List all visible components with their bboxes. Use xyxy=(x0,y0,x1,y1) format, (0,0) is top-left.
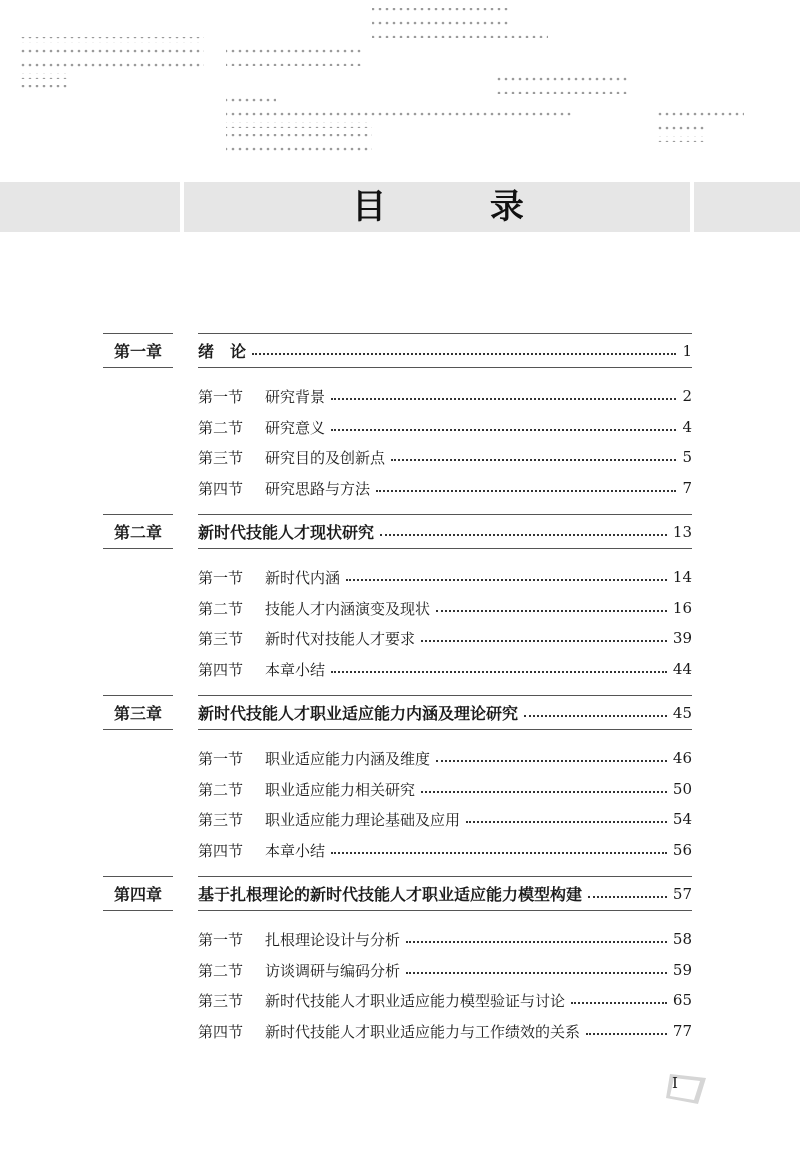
section-number: 第三节 xyxy=(198,448,244,467)
section-page-number: 56 xyxy=(672,841,692,859)
dot-leader xyxy=(436,610,667,612)
page-number: I xyxy=(672,1074,678,1092)
chapter-label: 第三章 xyxy=(103,695,173,730)
section-number: 第四节 xyxy=(198,1022,244,1041)
section-number: 第四节 xyxy=(198,479,244,498)
section-page-number: 16 xyxy=(672,599,692,617)
section-entry[interactable] xyxy=(198,1019,692,1043)
section-title: 访谈调研与编码分析 xyxy=(265,961,401,980)
section-entry[interactable] xyxy=(198,838,692,862)
section-page-number: 59 xyxy=(672,961,692,979)
section-page-number: 77 xyxy=(672,1022,692,1040)
section-title: 研究目的及创新点 xyxy=(265,448,386,467)
chapter-title: 基于扎根理论的新时代技能人才职业适应能力模型构建 xyxy=(198,885,583,904)
section-page-number: 58 xyxy=(672,930,692,948)
section-entry[interactable] xyxy=(198,807,692,831)
section-title: 新时代对技能人才要求 xyxy=(265,629,416,648)
section-title: 职业适应能力内涵及维度 xyxy=(265,749,431,768)
chapter-title: 新时代技能人才现状研究 xyxy=(198,523,375,542)
chapter-page-number: 1 xyxy=(682,341,692,360)
chapter-label: 第一章 xyxy=(103,333,173,368)
section-title: 技能人才内涵演变及现状 xyxy=(265,599,431,618)
dot-leader xyxy=(331,671,667,673)
section-number: 第四节 xyxy=(198,660,244,679)
chapter-title: 绪 论 xyxy=(198,342,247,361)
section-number: 第一节 xyxy=(198,749,244,768)
dot-leader xyxy=(331,398,676,400)
section-entry[interactable] xyxy=(198,384,692,408)
section-entry[interactable] xyxy=(198,927,692,951)
chapter-entry[interactable] xyxy=(198,333,692,368)
chapter-page-number: 13 xyxy=(672,522,692,541)
section-number: 第三节 xyxy=(198,810,244,829)
section-page-number: 50 xyxy=(672,780,692,798)
dot-leader xyxy=(376,490,676,492)
section-number: 第二节 xyxy=(198,418,244,437)
page-title: 目 录 xyxy=(352,187,570,227)
section-title: 研究意义 xyxy=(265,418,326,437)
page-number-badge xyxy=(664,1072,708,1106)
dot-leader xyxy=(466,821,667,823)
dot-leader xyxy=(380,534,667,536)
dot-leader xyxy=(524,715,667,717)
section-page-number: 54 xyxy=(672,810,692,828)
dot-leader xyxy=(406,941,667,943)
chapter-entry[interactable] xyxy=(198,514,692,549)
section-page-number: 4 xyxy=(682,418,692,436)
dot-leader xyxy=(391,459,676,461)
section-entry[interactable] xyxy=(198,476,692,500)
section-number: 第三节 xyxy=(198,991,244,1010)
section-title: 新时代技能人才职业适应能力与工作绩效的关系 xyxy=(265,1022,581,1041)
section-entry[interactable] xyxy=(198,988,692,1012)
section-page-number: 65 xyxy=(672,991,692,1009)
section-number: 第一节 xyxy=(198,387,244,406)
section-page-number: 5 xyxy=(682,448,692,466)
section-entry[interactable] xyxy=(198,657,692,681)
chapter-entry[interactable] xyxy=(198,876,692,911)
dot-leader xyxy=(436,760,667,762)
section-page-number: 39 xyxy=(672,629,692,647)
section-entry[interactable] xyxy=(198,596,692,620)
section-entry[interactable] xyxy=(198,626,692,650)
section-number: 第四节 xyxy=(198,841,244,860)
section-title: 新时代内涵 xyxy=(265,568,341,587)
dot-leader xyxy=(421,640,667,642)
chapter-entry[interactable] xyxy=(198,695,692,730)
section-title: 扎根理论设计与分析 xyxy=(265,930,401,949)
section-number: 第二节 xyxy=(198,961,244,980)
section-number: 第二节 xyxy=(198,780,244,799)
section-page-number: 2 xyxy=(682,387,692,405)
dot-leader xyxy=(571,1002,667,1004)
chapter-label: 第四章 xyxy=(103,876,173,911)
chapter-title: 新时代技能人才职业适应能力内涵及理论研究 xyxy=(198,704,519,723)
section-number: 第二节 xyxy=(198,599,244,618)
section-title: 职业适应能力相关研究 xyxy=(265,780,416,799)
section-title: 研究背景 xyxy=(265,387,326,406)
section-entry[interactable] xyxy=(198,445,692,469)
section-number: 第一节 xyxy=(198,568,244,587)
section-entry[interactable] xyxy=(198,415,692,439)
section-title: 本章小结 xyxy=(265,660,326,679)
section-page-number: 46 xyxy=(672,749,692,767)
section-title: 本章小结 xyxy=(265,841,326,860)
dot-leader xyxy=(331,852,667,854)
section-number: 第一节 xyxy=(198,930,244,949)
section-entry[interactable] xyxy=(198,777,692,801)
dot-leader xyxy=(331,429,676,431)
section-entry[interactable] xyxy=(198,565,692,589)
dot-leader xyxy=(588,896,667,898)
section-title: 研究思路与方法 xyxy=(265,479,371,498)
section-page-number: 7 xyxy=(682,479,692,497)
section-title: 职业适应能力理论基础及应用 xyxy=(265,810,461,829)
section-page-number: 44 xyxy=(672,660,692,678)
dot-leader xyxy=(346,579,667,581)
section-entry[interactable] xyxy=(198,746,692,770)
chapter-page-number: 57 xyxy=(672,884,692,903)
section-number: 第三节 xyxy=(198,629,244,648)
section-title: 新时代技能人才职业适应能力模型验证与讨论 xyxy=(265,991,566,1010)
section-entry[interactable] xyxy=(198,958,692,982)
chapter-label: 第二章 xyxy=(103,514,173,549)
dot-leader xyxy=(406,972,667,974)
dot-leader xyxy=(586,1033,667,1035)
chapter-page-number: 45 xyxy=(672,703,692,722)
dot-leader xyxy=(421,791,667,793)
section-page-number: 14 xyxy=(672,568,692,586)
dot-leader xyxy=(252,353,676,355)
